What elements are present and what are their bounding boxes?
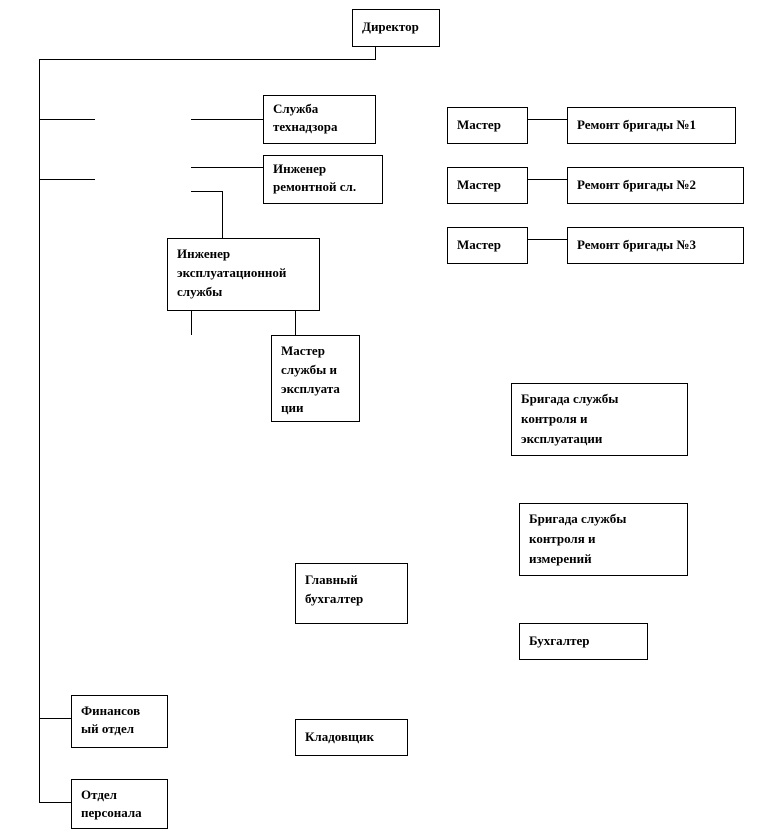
connector-top-horizontal — [39, 59, 376, 60]
box-master-3: Мастер — [447, 227, 528, 264]
connector-master-team-3 — [527, 239, 567, 240]
box-accountant: Бухгалтер — [519, 623, 648, 660]
connector-master-team-1 — [527, 119, 567, 120]
box-repair-team-2: Ремонт бригады №2 — [567, 167, 744, 204]
box-master-2: Мастер — [447, 167, 528, 204]
connector-operation-left-stub — [191, 311, 192, 335]
box-operation-engineer: Инженер эксплуатационной службы — [167, 238, 320, 311]
connector-branch-2-right — [191, 167, 263, 168]
box-personnel-dept: Отдел персонала — [71, 779, 168, 829]
box-service-master: Мастер службы и эксплуата ции — [271, 335, 360, 422]
box-control-measurement-team: Бригада службы контроля и измерений — [519, 503, 688, 576]
connector-branch-1-left — [39, 119, 95, 120]
box-finance-dept: Финансов ый отдел — [71, 695, 168, 748]
connector-branch-2-left — [39, 179, 95, 180]
connector-operation-to-master — [295, 311, 296, 335]
box-control-operation-team: Бригада службы контроля и эксплуатации — [511, 383, 688, 456]
connector-finance — [39, 718, 71, 719]
box-master-1: Мастер — [447, 107, 528, 144]
box-storekeeper: Кладовщик — [295, 719, 408, 756]
box-repair-team-1: Ремонт бригады №1 — [567, 107, 736, 144]
connector-branch-3-horizontal — [191, 191, 223, 192]
connector-personnel — [39, 802, 71, 803]
connector-left-trunk — [39, 59, 40, 803]
box-tech-supervision: Служба технадзора — [263, 95, 376, 144]
box-chief-accountant: Главный бухгалтер — [295, 563, 408, 624]
connector-director-down — [375, 46, 376, 59]
connector-branch-3-vertical — [222, 191, 223, 238]
box-director: Директор — [352, 9, 440, 47]
connector-master-team-2 — [527, 179, 567, 180]
connector-branch-1-right — [191, 119, 263, 120]
box-repair-team-3: Ремонт бригады №3 — [567, 227, 744, 264]
box-repair-engineer: Инженер ремонтной сл. — [263, 155, 383, 204]
